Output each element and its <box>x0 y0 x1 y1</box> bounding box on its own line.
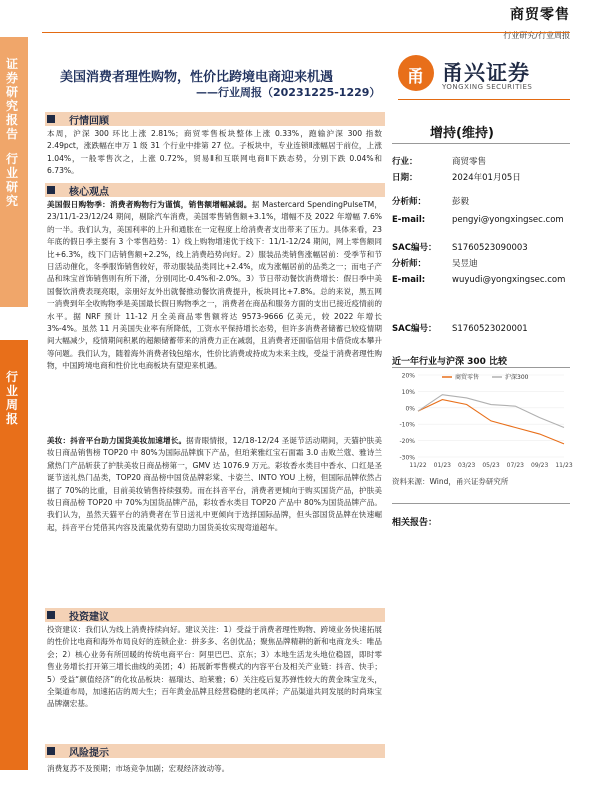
header-subtitle: 行业研究/行业周报 <box>503 31 570 40</box>
section-core <box>45 183 385 197</box>
risk-paragraph: 消费复苏不及预期；市场竞争加剧；宏观经济波动等。 <box>47 764 230 773</box>
info-email-1 <box>392 214 572 227</box>
x-tick-label: 01/23 <box>433 462 451 469</box>
series-line <box>418 395 564 428</box>
section-risk <box>45 744 385 758</box>
core-paragraph-1 <box>47 199 382 373</box>
info-industry <box>392 156 572 169</box>
info-key: 分析师： <box>392 197 427 207</box>
chart-title: 近一年行业与沪深 300 比较 <box>392 357 508 367</box>
logo-divider <box>398 99 570 100</box>
info-key: E-mail: <box>392 275 426 285</box>
section-bullet <box>47 611 55 619</box>
related-divider <box>392 503 570 504</box>
info-value: 彭毅 <box>452 197 470 207</box>
advice-paragraph: 投资建议：我们认为线上消费持续向好。建议关注：1）受益于消费者理性购物、跨境业务快速拓展的性价比电商和海外布局良好的连锁企业：拼多多、名创优品；聚焦品牌精耕的新和电商龙头：唯品会；2）核心业务有所回暖的传统电商平台：阿里巴巴、京东；3）本地生活龙头地位稳固，即时零售业务增长打开第三增长曲线的美团；4）拓展新零售模式的内容平台及相关产业链：抖音、快手；5）受益“颜值经济”的化妆品板块：福瑞达、珀莱雅；6）关注疫后复苏弹性较大的黄金珠宝龙头，全渠道布局，加速拓店的周大生；百年黄金品牌且经营稳健的老凤祥；产品渠道共同发展的时尚珠宝品牌潮宏基。 <box>47 625 382 709</box>
section-title: 投资建议 <box>69 612 109 623</box>
header-category: 商贸零售 <box>510 7 570 23</box>
core-paragraph-2 <box>47 435 382 534</box>
sidebar-report-type <box>0 37 28 307</box>
logo-name-en: YONGXING SECURITIES <box>442 83 533 91</box>
legend-label: 商贸零售 <box>455 374 480 381</box>
sidebar-weekly <box>0 340 28 770</box>
review-paragraph: 本周，沪深 300 环比上涨 2.81%；商贸零售板块整体上涨 0.33%，跑输沪深 300 指数 2.49pct，涨跌幅在申万 1 级 31 个行业中排第 27 位。子板块中，专业连锁Ⅱ涨幅居于前位，上涨 1.04%，一般零售次之，上涨 0.72%，贸易Ⅱ和互联网电商Ⅱ下跌态势，分别下跌 0.04%和 6.73%。 <box>47 129 382 176</box>
legend-label: 沪深300 <box>505 374 529 381</box>
email-link[interactable]: pengyi@yongxingsec.com <box>452 215 564 225</box>
y-tick-label: 20% <box>401 372 415 380</box>
info-value: S1760523020001 <box>452 324 528 334</box>
x-tick-label: 11/22 <box>409 462 427 469</box>
section-bullet <box>47 115 55 123</box>
info-date <box>392 172 572 185</box>
info-analyst-2 <box>392 258 572 271</box>
page-title: 美国消费者理性购物，性价比跨境电商迎来机遇 <box>60 70 334 85</box>
info-key: SAC编号： <box>392 324 437 334</box>
core-text-2: 据青眼情报，12/18-12/24 圣诞节活动期间，天猫护肤美妆日商品销售榜 TOP20 中 80%为国际品牌旗下产品，但珀莱雅红宝石面霜 3.0 击败兰蔻、雅诗兰黛热门产品斩获了护肤美妆日商品榜第一，GMV 达 1076.9 万元。彩妆香水类目中香水、口红是圣诞节送礼热门品类，TOP20 商品榜中国货品牌彩棠、卡姿兰、INTO YOU 上榜，但国际品牌依然占据了 70%的比重，目前美妆销售持续强势。而在抖音平台，消费者更倾向于购买国货产品，护肤美妆日商品榜 TOP20 中 70%为国货品牌产品，彩妆香水类目 TOP20 产品中 80%为国货品牌产品。我们认为，虽然天猫平台的消费者在节日送礼中更倾向于选择国际品牌，但头部国货品牌在快速崛起，抖音平台凭借其内容及流量优势有望助力国货美妆实现弯道超车。 <box>47 436 382 532</box>
logo-mark <box>398 55 434 91</box>
info-sac-2 <box>392 323 572 336</box>
company-logo <box>398 55 573 93</box>
section-review <box>45 112 385 126</box>
header-divider <box>42 32 570 33</box>
info-email-2 <box>392 274 572 287</box>
section-title: 核心观点 <box>69 187 109 198</box>
logo-mark-glyph: 甬 <box>407 67 424 87</box>
rating-divider <box>392 143 570 144</box>
related-reports-label: 相关报告： <box>392 518 438 528</box>
comparison-chart <box>392 369 573 474</box>
info-sac-1 <box>392 242 572 255</box>
logo-name-cn: 甬兴证券 <box>442 61 530 85</box>
page-subtitle: ——行业周报（20231225-1229） <box>196 86 381 99</box>
section-title: 行情回顾 <box>69 116 109 127</box>
info-value: S1760523090003 <box>452 243 528 253</box>
info-analyst-1 <box>392 196 572 209</box>
chart-source: 资料来源：Wind，甬兴证券研究所 <box>392 477 509 486</box>
series-line <box>418 400 564 444</box>
info-value: 吴昱迪 <box>452 259 478 269</box>
sidebar-label-weekly: 行业周报 <box>6 370 19 426</box>
chart-divider <box>392 367 570 368</box>
info-key: 行业： <box>392 157 418 167</box>
y-tick-label: -20% <box>399 438 415 446</box>
core-lead-1: 美国假日购物季：消费者购物行为谨慎，销售额增幅减弱。 <box>47 200 252 209</box>
section-bullet <box>47 186 55 194</box>
x-tick-label: 07/23 <box>506 462 524 469</box>
info-value: 商贸零售 <box>452 157 487 167</box>
core-lead-2: 美妆：抖音平台助力国货美妆加速增长。 <box>47 436 187 445</box>
rating-label: 增持(维持) <box>430 126 494 141</box>
sidebar-label-research: 证券研究报告 <box>6 57 19 141</box>
info-key: E-mail: <box>392 215 426 225</box>
x-tick-label: 09/23 <box>531 462 549 469</box>
x-tick-label: 05/23 <box>482 462 500 469</box>
y-tick-label: 0% <box>405 405 415 413</box>
y-tick-label: 10% <box>401 388 415 396</box>
section-advice <box>45 608 385 622</box>
section-bullet <box>47 747 55 755</box>
info-key: SAC编号： <box>392 243 437 253</box>
y-tick-label: -10% <box>399 421 415 429</box>
x-tick-label: 11/23 <box>555 462 573 469</box>
sidebar-label-industry: 行业研究 <box>6 152 19 208</box>
info-key: 分析师： <box>392 259 427 269</box>
email-link[interactable]: wuyudi@yongxingsec.com <box>452 275 566 285</box>
y-tick-label: -30% <box>399 454 415 462</box>
report-header <box>503 4 570 41</box>
info-value: 2024年01月05日 <box>452 173 521 183</box>
section-title: 风险提示 <box>69 748 109 759</box>
info-key: 日期： <box>392 173 418 183</box>
x-tick-label: 03/23 <box>458 462 476 469</box>
core-text-1: 据 Mastercard SpendingPulseTM，23/11/1-23/12/24 期间，剔除汽车消费，美国零售销售额+3.1%，增幅不及 2022 年增幅 7.6%的一半。我们认为，美国利率的上升和通胀在一定程度上给消费者支出带来了压力。具体来看，23 年底的假日季主要有 3 个零售趋势：1）线上购物增速优于线下：11/1-12/24 期间，网上零售额同比+6.3%，线下门店销售额+2.2%，线上消费趋势向好。2）服装品类销售涨幅居前：受季节和节日活动催化，冬季服饰销售较好，带动服装品类同比+2.4%，成为涨幅居前的品类之一；而电子产品和珠宝首饰销售则有所下滑，分别同比-0.4%和-2.0%。3）节日带动餐饮消费增长：假日季中美国餐饮消费表现亮眼，亲朋好友外出就餐推动餐饮消费提升，板块同比+7.8%。总的来说，黑五网一消费到年全收购物季是美国最长假日购物季之一，消费者在商品和服务方面的支出已接近疫情前的水平。据 NRF 预计 11-12 月全美商品零售额将达 9573-9666 亿美元，较 2022 年增长 3%-4%。虽然 11 月美国失业率有所降低，工资水平保持增长态势，但许多消费者储蓄已较疫情期间大幅减少，疫情期间积累的超额储蓄带来的消费力正在减弱，且消费者还面临信用卡借贷成本攀升等问题。我们认为，随着海外消费者钱包缩水，性价比消费或持成为未来主线，受益于消费者理性购物，中国跨境电商和性价比电商板块有望迎来机遇。 <box>47 200 383 371</box>
